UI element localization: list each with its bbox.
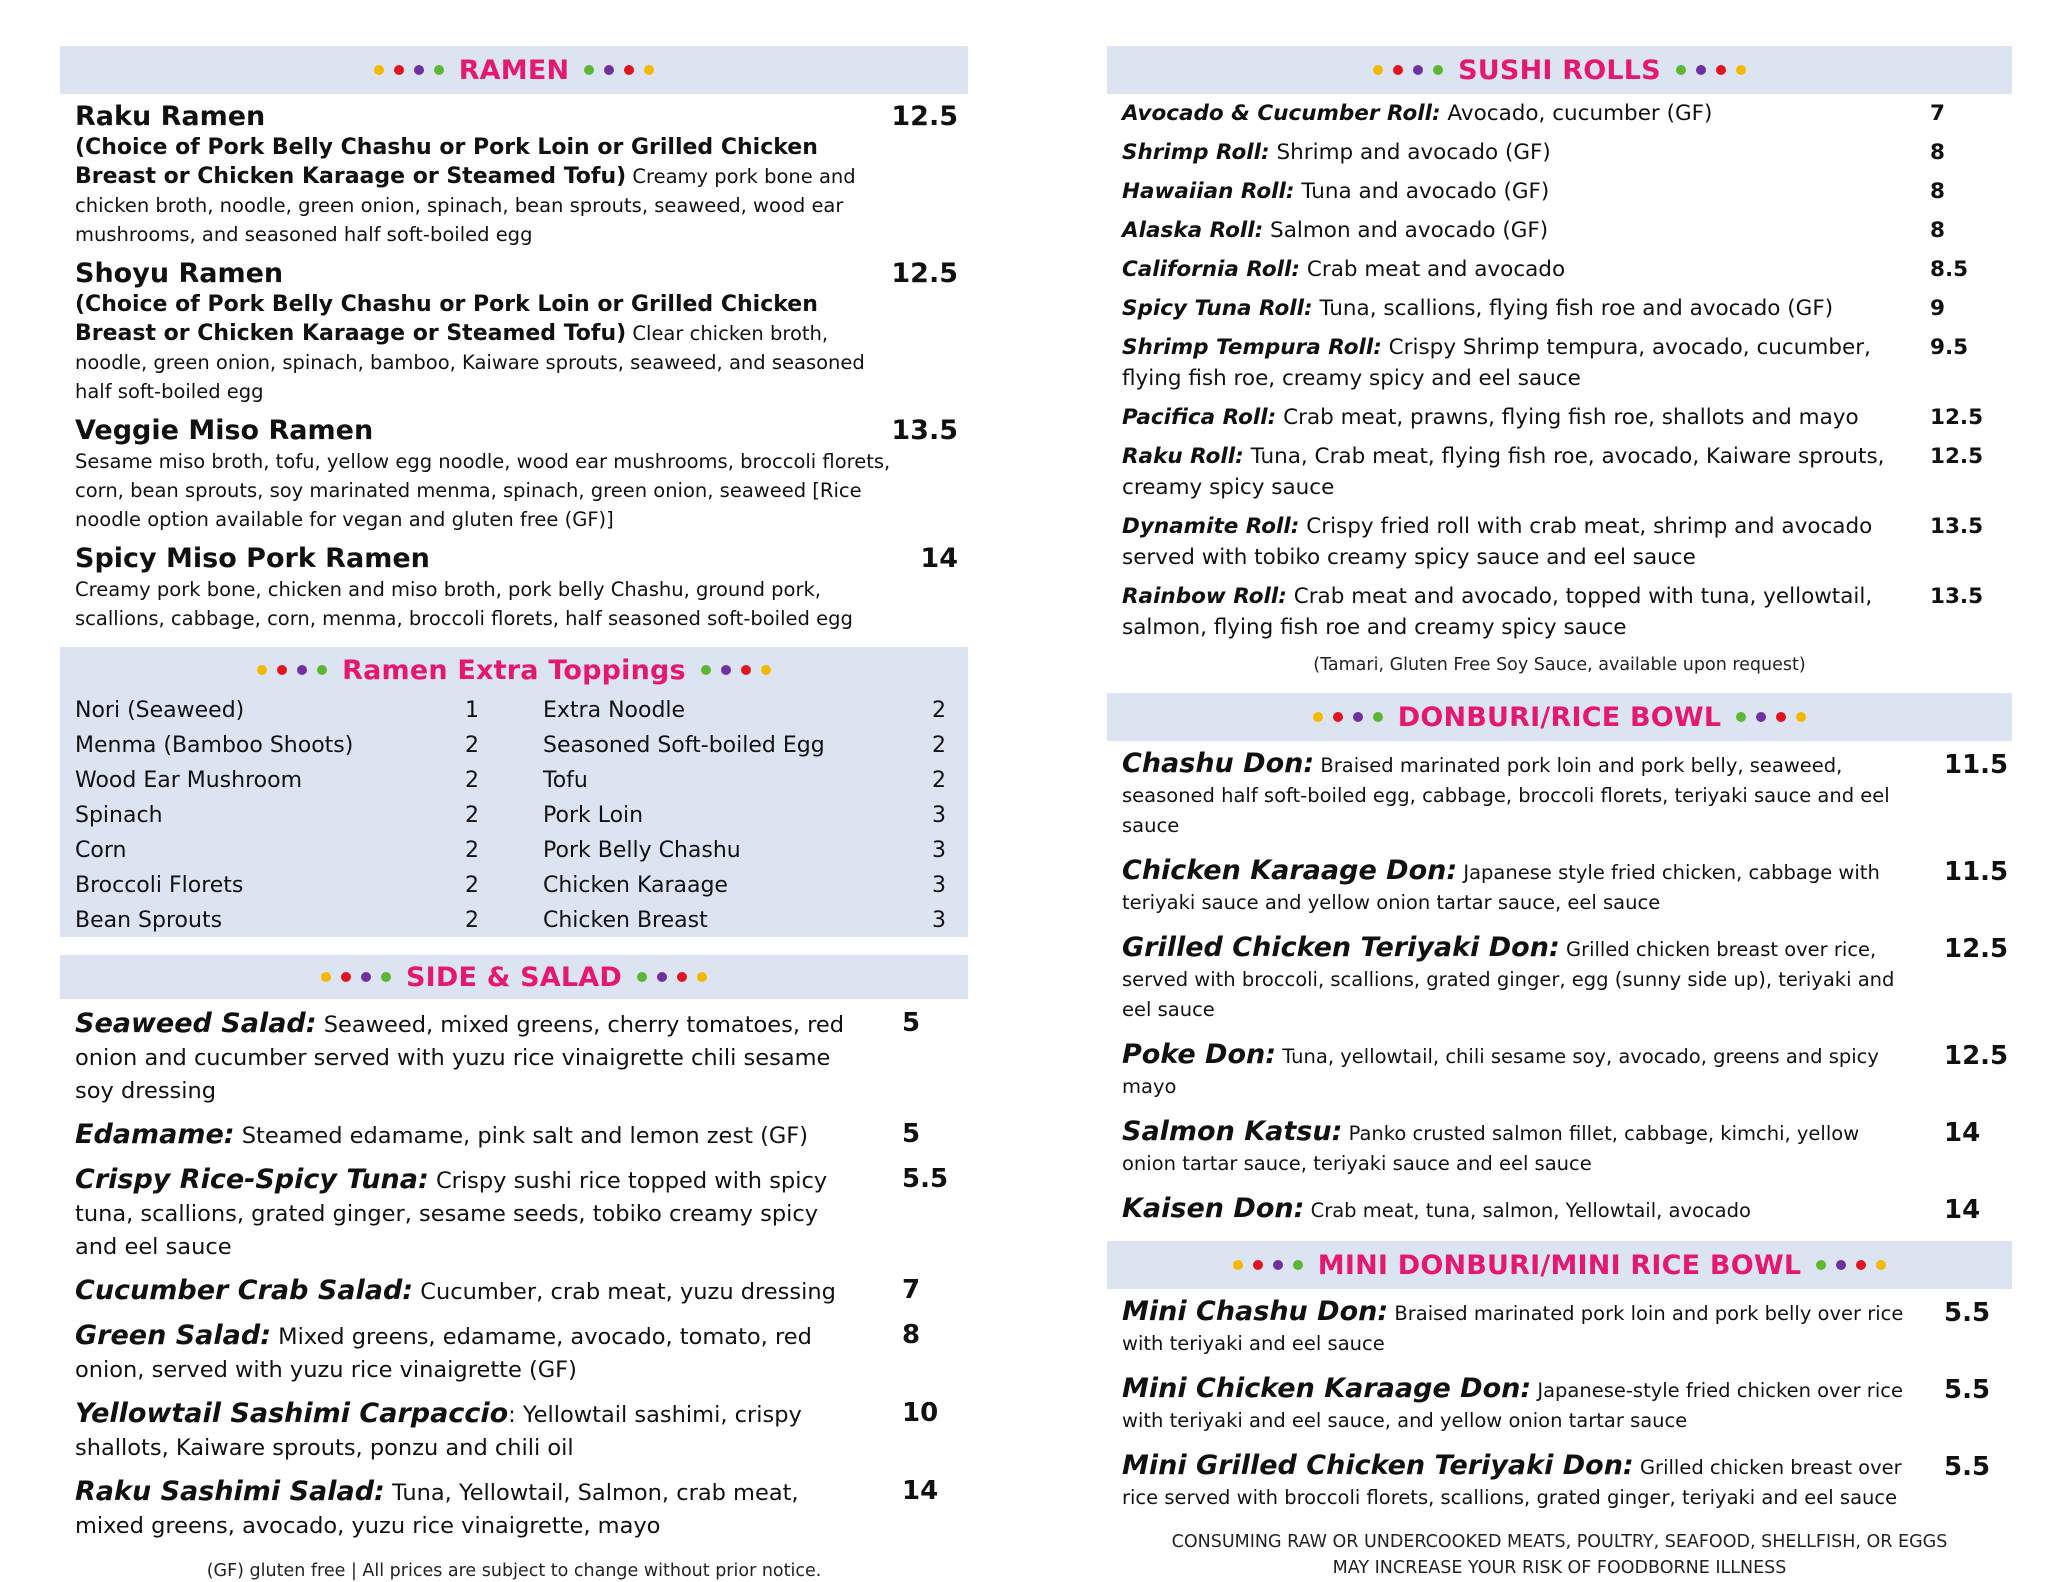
donburi-item [1107, 749, 2012, 841]
item-name: Grilled Chicken Teriyaki Don: [1122, 932, 1560, 963]
dot-icon [1776, 712, 1786, 722]
item-desc-text: Seaweed, mixed greens, cherry tomatoes, red onion and cucumber served with yuzu rice vinaigrette chili sesame soy dressing [75, 1012, 845, 1104]
item-line [1122, 749, 1912, 841]
item-price: 5.5 [1944, 1452, 1991, 1482]
item-name: Veggie Miso Ramen [75, 415, 374, 446]
dot-icon [701, 665, 711, 675]
item-name: Crispy Rice-Spicy Tuna: [75, 1164, 429, 1195]
topping-name: Nori (Seaweed) [75, 698, 245, 723]
item-line [75, 1118, 860, 1153]
footnote-gf: (GF) gluten free | All prices are subject to change without prior notice. [206, 1561, 822, 1581]
dot-icon [1413, 65, 1423, 75]
ramen-item [60, 414, 968, 534]
item-price: 5.5 [902, 1164, 949, 1194]
item-price: 8 [1930, 218, 1945, 243]
sushi-item [1107, 581, 2012, 643]
item-name: Raku Ramen [75, 101, 266, 132]
dot-icon [721, 665, 731, 675]
dot-icon [257, 665, 267, 675]
topping-price: 2 [465, 838, 479, 863]
dot-icon [637, 972, 647, 982]
decorative-dots-right [696, 665, 776, 675]
sushi-item [1107, 441, 2012, 503]
decorative-dots-left [316, 972, 396, 982]
item-name: Raku Sashimi Salad: [75, 1476, 385, 1507]
warning-line-1: CONSUMING RAW OR UNDERCOOKED MEATS, POULTRY, SEAFOOD, SHELLFISH, OR EGGS [1171, 1532, 1948, 1552]
item-line [1122, 1451, 1912, 1513]
mini-donburi-item [1107, 1451, 2012, 1513]
warning-line-2: MAY INCREASE YOUR RISK OF FOODBORNE ILLNESS [1332, 1558, 1787, 1578]
sushi-title: SUSHI ROLLS [1458, 54, 1661, 86]
foodborne-warning [1107, 1529, 2012, 1581]
sushi-item [1107, 215, 2012, 246]
topping-name: Chicken Karaage [543, 873, 728, 898]
item-line [1122, 933, 1912, 1025]
mini-donburi-item [1107, 1374, 2012, 1436]
item-line [1122, 332, 1902, 394]
dot-icon [341, 972, 351, 982]
toppings-box [60, 647, 968, 937]
item-desc-text: Tuna, Yellowtail, Salmon, crab meat, mixed greens, avocado, yuzu rice vinaigrette, mayo [75, 1480, 799, 1539]
item-desc-text: Panko crusted salmon fillet, cabbage, kimchi, yellow onion tartar sauce, teriyaki sauce and eel sauce [1122, 1122, 1860, 1175]
item-desc-text: Braised marinated pork loin and pork belly, seaweed, seasoned half soft-boiled egg, cabbage, broccoli florets, teriyaki sauce and eel sauce [1122, 754, 1890, 837]
item-desc-text: Steamed edamame, pink salt and lemon zest (GF) [241, 1123, 809, 1149]
dot-icon [381, 972, 391, 982]
dot-icon [1253, 1260, 1263, 1270]
item-name: Hawaiian Roll: [1122, 179, 1295, 204]
side-item [60, 1163, 968, 1264]
item-choice: (Choice of Pork Belly Chashu or Pork Loin or Grilled Chicken Breast or Chicken Karaage or Steamed Tofu) [75, 135, 818, 189]
dot-icon [1836, 1260, 1846, 1270]
dot-icon [317, 665, 327, 675]
dot-icon [697, 972, 707, 982]
item-line [1122, 511, 1902, 573]
ramen-item [60, 257, 968, 406]
decorative-dots-right [1671, 65, 1751, 75]
item-price: 5 [902, 1119, 921, 1149]
item-name: Avocado & Cucumber Roll: [1122, 101, 1441, 126]
topping-name: Pork Belly Chashu [543, 838, 741, 863]
right-column [1107, 46, 2012, 1581]
dot-icon [1393, 65, 1403, 75]
dot-icon [1696, 65, 1706, 75]
sushi-item [1107, 293, 2012, 324]
item-name: Edamame: [75, 1119, 235, 1150]
item-desc-text: Tuna, yellowtail, chili sesame soy, avocado, greens and spicy mayo [1122, 1045, 1879, 1098]
topping-name: Chicken Breast [543, 908, 708, 933]
item-price: 8 [902, 1320, 921, 1350]
ramen-item [60, 542, 968, 633]
item-name: Chashu Don: [1122, 748, 1315, 779]
decorative-dots-left [252, 665, 332, 675]
item-desc-text: Crab meat, tuna, salmon, Yellowtail, avocado [1310, 1199, 1751, 1222]
dot-icon [414, 65, 424, 75]
dot-icon [394, 65, 404, 75]
item-desc-text: Crab meat and avocado, topped with tuna, yellowtail, salmon, flying fish roe and creamy spicy sauce [1122, 584, 1873, 640]
dot-icon [1333, 712, 1343, 722]
topping-name: Tofu [543, 768, 588, 793]
item-desc-text: Mixed greens, edamame, avocado, tomato, red onion, served with yuzu rice vinaigrette (GF) [75, 1324, 812, 1383]
decorative-dots-left [369, 65, 449, 75]
topping-name: Seasoned Soft-boiled Egg [543, 733, 825, 758]
decorative-dots-right [1731, 712, 1811, 722]
side-item [60, 1397, 968, 1465]
dot-icon [1736, 712, 1746, 722]
item-name: Chicken Karaage Don: [1122, 855, 1458, 886]
topping-name: Bean Sprouts [75, 908, 223, 933]
item-description: Creamy pork bone, chicken and miso broth, pork belly Chashu, ground pork, scallions, cabbage, corn, menma, broccoli florets, half seasoned soft-boiled egg [75, 578, 853, 630]
left-column [60, 46, 968, 1581]
sushi-item [1107, 511, 2012, 573]
item-price: 11.5 [1944, 857, 2009, 887]
item-name: Cucumber Crab Salad: [75, 1275, 414, 1306]
dot-icon [604, 65, 614, 75]
topping-price: 2 [465, 908, 479, 933]
decorative-dots-right [1811, 1260, 1891, 1270]
item-price: 12.5 [1930, 444, 1984, 469]
topping-name: Pork Loin [543, 803, 644, 828]
topping-price: 2 [465, 733, 479, 758]
topping-price: 3 [932, 838, 946, 863]
item-line [1122, 293, 1902, 324]
item-name: Shoyu Ramen [75, 258, 284, 289]
side-item [60, 1007, 968, 1108]
dot-icon [374, 65, 384, 75]
dot-icon [1676, 65, 1686, 75]
donburi-header [1107, 693, 2012, 741]
dot-icon [1293, 1260, 1303, 1270]
item-price: 8 [1930, 140, 1945, 165]
item-desc-text: Japanese-style fried chicken over rice with teriyaki and eel sauce, and yellow onion tartar sauce [1122, 1379, 1903, 1432]
item-name: Mini Chashu Don: [1122, 1296, 1389, 1327]
topping-price: 3 [932, 908, 946, 933]
ramen-item [60, 100, 968, 249]
topping-price: 2 [465, 768, 479, 793]
decorative-dots-left [1308, 712, 1388, 722]
dot-icon [1353, 712, 1363, 722]
topping-price: 2 [932, 733, 946, 758]
decorative-dots-left [1368, 65, 1448, 75]
decorative-dots-right [579, 65, 659, 75]
mini-donburi-title: MINI DONBURI/MINI RICE BOWL [1317, 1249, 1802, 1281]
item-price: 9 [1930, 296, 1945, 321]
dot-icon [1816, 1260, 1826, 1270]
topping-row [75, 728, 953, 763]
item-line [75, 1163, 860, 1264]
dot-icon [677, 972, 687, 982]
sushi-item [1107, 137, 2012, 168]
item-desc-text: Salmon and avocado (GF) [1270, 218, 1549, 243]
dot-icon [1756, 712, 1766, 722]
item-name: Pacifica Roll: [1122, 405, 1277, 430]
item-line [75, 1007, 860, 1108]
toppings-title: Ramen Extra Toppings [342, 654, 686, 686]
item-name: Yellowtail Sashimi Carpaccio [75, 1398, 509, 1429]
footnote-tamari: (Tamari, Gluten Free Soy Sauce, available upon request) [1313, 655, 1806, 675]
ramen-header [60, 46, 968, 94]
item-line [1122, 215, 1902, 246]
item-price: 10 [902, 1398, 939, 1428]
item-price: 5 [902, 1008, 921, 1038]
item-desc-text: Crispy fried roll with crab meat, shrimp and avocado served with tobiko creamy spicy sauce and eel sauce [1122, 514, 1873, 570]
side-header [60, 955, 968, 999]
item-line [1122, 1117, 1912, 1179]
item-line [1122, 98, 1902, 129]
donburi-title: DONBURI/RICE BOWL [1397, 701, 1722, 733]
item-name: California Roll: [1122, 257, 1301, 282]
item-desc-text: Shrimp and avocado (GF) [1276, 140, 1551, 165]
donburi-item [1107, 1194, 2012, 1226]
side-item [60, 1475, 968, 1543]
item-name: Raku Roll: [1122, 444, 1244, 469]
topping-price: 2 [465, 803, 479, 828]
item-price: 12.5 [1944, 934, 2009, 964]
topping-name: Spinach [75, 803, 163, 828]
sushi-item [1107, 254, 2012, 285]
dot-icon [361, 972, 371, 982]
item-line [1122, 1374, 1912, 1436]
item-price: 9.5 [1930, 335, 1969, 360]
item-price: 7 [1930, 101, 1945, 126]
item-desc-text: Grilled chicken breast over rice served with broccoli florets, scallions, grated ginger, teriyaki and eel sauce [1122, 1456, 1902, 1509]
donburi-item [1107, 1117, 2012, 1179]
item-desc-text: Grilled chicken breast over rice, served with broccoli, scallions, grated ginger, egg (sunny side up), teriyaki and eel sauce [1122, 938, 1895, 1021]
dot-icon [657, 972, 667, 982]
topping-row [75, 763, 953, 798]
topping-price: 2 [465, 873, 479, 898]
item-price: 13.5 [891, 415, 958, 446]
side-title: SIDE & SALAD [406, 961, 622, 993]
item-description [75, 133, 895, 249]
topping-price: 3 [932, 873, 946, 898]
item-desc-text: Creamy pork bone and chicken broth, noodle, green onion, spinach, bean sprouts, seaweed, wood ear mushrooms, and seasoned half soft-boiled egg [75, 165, 856, 246]
item-name: Seaweed Salad: [75, 1008, 317, 1039]
item-line [1122, 176, 1902, 207]
item-line [75, 1274, 860, 1309]
item-price: 12.5 [1944, 1041, 2009, 1071]
item-desc-text: Crab meat, prawns, flying fish roe, shallots and mayo [1283, 405, 1859, 430]
item-line [75, 1319, 860, 1387]
item-desc-text: Clear chicken broth, noodle, green onion, spinach, bamboo, Kaiware sprouts, seaweed, and seasoned half soft-boiled egg [75, 322, 865, 403]
item-name: Spicy Tuna Roll: [1122, 296, 1313, 321]
dot-icon [1876, 1260, 1886, 1270]
mini-donburi-header [1107, 1241, 2012, 1289]
item-line [1122, 1040, 1912, 1102]
item-desc-text: Tuna, scallions, flying fish roe and avocado (GF) [1319, 296, 1834, 321]
dot-icon [1273, 1260, 1283, 1270]
topping-price: 3 [932, 803, 946, 828]
side-item [60, 1118, 968, 1153]
sushi-item [1107, 332, 2012, 394]
topping-row [75, 903, 953, 938]
item-line [1122, 856, 1912, 918]
dot-icon [1736, 65, 1746, 75]
mini-donburi-item [1107, 1297, 2012, 1359]
toppings-list [75, 693, 953, 933]
item-name: Kaisen Don: [1122, 1193, 1305, 1224]
item-desc-text: Crispy sushi rice topped with spicy tuna, scallions, grated ginger, sesame seeds, tobiko creamy spicy and eel sauce [75, 1168, 828, 1260]
dot-icon [1373, 712, 1383, 722]
item-desc-text: Tuna, Crab meat, flying fish roe, avocado, Kaiware sprouts, creamy spicy sauce [1122, 444, 1885, 500]
dot-icon [1233, 1260, 1243, 1270]
item-price: 14 [920, 543, 958, 574]
topping-price: 1 [465, 698, 479, 723]
item-name: Dynamite Roll: [1122, 514, 1300, 539]
item-desc-text: Japanese style fried chicken, cabbage with teriyaki sauce and yellow onion tartar sauce, eel sauce [1122, 861, 1880, 914]
item-desc-text: : Yellowtail sashimi, crispy shallots, Kaiware sprouts, ponzu and chili oil [75, 1402, 802, 1461]
item-price: 12.5 [891, 101, 958, 132]
item-name: Spicy Miso Pork Ramen [75, 543, 430, 574]
item-line [1122, 137, 1902, 168]
topping-row [75, 693, 953, 728]
item-name: Mini Chicken Karaage Don: [1122, 1373, 1532, 1404]
item-description [75, 290, 895, 406]
sushi-item [1107, 176, 2012, 207]
item-name: Shrimp Tempura Roll: [1122, 335, 1382, 360]
item-price: 12.5 [1930, 405, 1984, 430]
item-name: Alaska Roll: [1122, 218, 1264, 243]
sushi-item [1107, 402, 2012, 433]
item-price: 8 [1930, 179, 1945, 204]
side-item [60, 1319, 968, 1387]
topping-name: Broccoli Florets [75, 873, 244, 898]
item-desc-text: Crab meat and avocado [1306, 257, 1566, 282]
item-name: Shrimp Roll: [1122, 140, 1270, 165]
item-price: 14 [1944, 1118, 1981, 1148]
decorative-dots-left [1228, 1260, 1308, 1270]
topping-name: Extra Noodle [543, 698, 686, 723]
donburi-item [1107, 1040, 2012, 1102]
item-price: 7 [902, 1275, 921, 1305]
item-choice: (Choice of Pork Belly Chashu or Pork Loin or Grilled Chicken Breast or Chicken Karaage or Steamed Tofu) [75, 292, 818, 346]
dot-icon [1373, 65, 1383, 75]
dot-icon [624, 65, 634, 75]
item-line [75, 1475, 860, 1543]
dot-icon [741, 665, 751, 675]
dot-icon [1433, 65, 1443, 75]
sushi-header [1107, 46, 2012, 94]
topping-name: Corn [75, 838, 127, 863]
item-price: 5.5 [1944, 1298, 1991, 1328]
topping-name: Menma (Bamboo Shoots) [75, 733, 354, 758]
item-name: Mini Grilled Chicken Teriyaki Don: [1122, 1450, 1634, 1481]
side-item [60, 1274, 968, 1309]
topping-row [75, 833, 953, 868]
item-desc-text: Braised marinated pork loin and pork belly over rice with teriyaki and eel sauce [1122, 1302, 1904, 1355]
item-line [1122, 1297, 1912, 1359]
dot-icon [584, 65, 594, 75]
item-description: Sesame miso broth, tofu, yellow egg noodle, wood ear mushrooms, broccoli florets, corn, bean sprouts, soy marinated menma, spinach, green onion, seaweed [Rice noodle option available for vegan and gluten free (GF)] [75, 450, 891, 531]
dot-icon [321, 972, 331, 982]
item-name: Rainbow Roll: [1122, 584, 1287, 609]
item-name: Salmon Katsu: [1122, 1116, 1343, 1147]
item-price: 14 [902, 1476, 939, 1506]
item-line [1122, 402, 1902, 433]
item-price: 12.5 [891, 258, 958, 289]
item-line [1122, 581, 1902, 643]
topping-name: Wood Ear Mushroom [75, 768, 303, 793]
dot-icon [1313, 712, 1323, 722]
item-desc-text: Avocado, cucumber (GF) [1447, 101, 1713, 126]
item-price: 8.5 [1930, 257, 1969, 282]
item-line [75, 1397, 860, 1465]
item-desc-text: Crispy Shrimp tempura, avocado, cucumber, flying fish roe, creamy spicy and eel sauce [1122, 335, 1871, 391]
topping-row [75, 798, 953, 833]
dot-icon [297, 665, 307, 675]
item-price: 13.5 [1930, 584, 1984, 609]
item-price: 11.5 [1944, 750, 2009, 780]
dot-icon [434, 65, 444, 75]
toppings-header [75, 647, 953, 693]
decorative-dots-right [632, 972, 712, 982]
item-name: Poke Don: [1122, 1039, 1277, 1070]
item-desc-text: Tuna and avocado (GF) [1301, 179, 1550, 204]
item-price: 14 [1944, 1195, 1981, 1225]
dot-icon [644, 65, 654, 75]
item-line [1122, 441, 1902, 503]
item-line [1122, 254, 1902, 285]
dot-icon [1716, 65, 1726, 75]
sushi-item [1107, 98, 2012, 129]
donburi-item [1107, 933, 2012, 1025]
item-price: 13.5 [1930, 514, 1984, 539]
ramen-title: RAMEN [458, 54, 570, 86]
item-price: 5.5 [1944, 1375, 1991, 1405]
dot-icon [277, 665, 287, 675]
dot-icon [1856, 1260, 1866, 1270]
topping-price: 2 [932, 698, 946, 723]
topping-row [75, 868, 953, 903]
donburi-item [1107, 856, 2012, 918]
item-name: Green Salad: [75, 1320, 271, 1351]
item-desc-text: Cucumber, crab meat, yuzu dressing [420, 1279, 836, 1305]
dot-icon [761, 665, 771, 675]
dot-icon [1796, 712, 1806, 722]
item-line [1122, 1194, 1912, 1226]
topping-price: 2 [932, 768, 946, 793]
